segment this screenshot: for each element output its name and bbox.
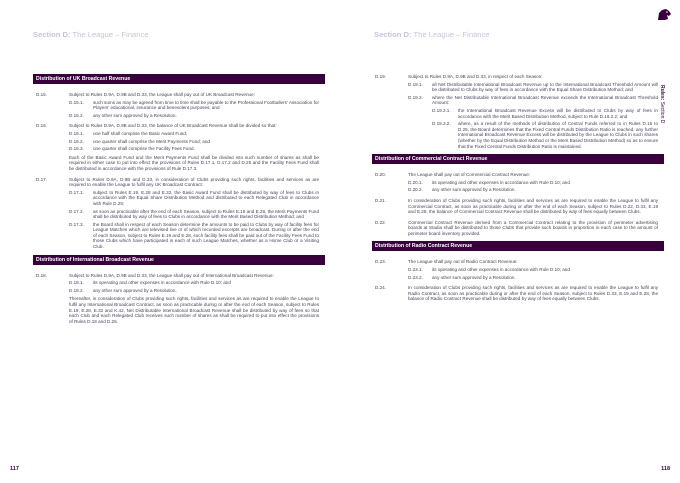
rule-d15: D.15. Subject to Rules D.9A, D.9B and D.33, the League shall pay out of UK Broadcast Revenue: D.15.1. such sums as may be agreed from time to time shall be payable to the Professional Footballers' Association for Players' educational, insurance and benevolent purposes; and D.15.2. any other sum approved by a Resolution. [36,92,319,118]
page-number-left: 117 [10,466,19,472]
rule-d19: D.19. Subject to Rules D.9A, D.9B and D.33, in respect of each Season: D.19.1. all Net Distributable International Broadcast Revenue up to the International Broadcast Threshold Amount will be distributed to Clubs by way of fees in accordance with the Equal Share Distribution Method; and D.19.2. where the Net Distributable International Broadcast Revenue exceeds the International Broadcast Threshold Amount: D.19.2.1. the International Broadcast Revenue Excess will be distributed to Clubs by way of fees in accordance with the Merit Based Distribution Method, subject to Rule D.19.2.2; and D.19.2.2. where, as a result of the methods of distribution of Central Funds referred to in Rules D.15 to D.25, the Board determines that the Fixed Central Funds Distribution Ratio is reached, any further International Broadcast Revenue Excess will be distributed by the League to Clubs in such shares (whether by the Equal Distribution Method or the Merit Based Distribution Method) so as to ensure that the Fixed Central Funds Distribution Ratio is maintained. [375,74,658,149]
league-lion-logo-icon [656,8,672,21]
left-column [33,74,325,329]
right-column [372,74,664,307]
commercial-heading: Distribution of Commercial Contract Revenue [372,154,664,164]
radio-heading: Distribution of Radio Contract Revenue [372,241,664,251]
rule-d20: D.20. The League shall pay out of Commercial Contract Revenue: D.20.1. its operating and other expenses in accordance with Rule D.10; and D.20.2. any other sum approved by a Resolution. [375,172,570,193]
intl-broadcast-heading: Distribution of International Broadcast Revenue [33,255,325,265]
page-number-right: 118 [661,466,670,472]
uk-broadcast-heading: Distribution of UK Broadcast Revenue [33,74,325,84]
right-section-header: Section D: The League – Finance [374,30,490,39]
rule-d18: D.18. Subject to Rules D.9A, D.9B and D.33, the League shall pay out of International Broadcast Revenue: D.18.1. its operating and other expenses in accordance with Rule D.10; and D.18.2. any other sum approved by a Resolution. Thereafter, in consideration of Clubs providing such rights, facilities and services as are required to enable the League to fulfil any International Broadcast Contract, as soon as practicable during or after the end of each Season, subject to Rules E.19, E.28, E.32 and K.42, Net Distributable International Broadcast Revenue shall be distributed by way of fees so that each Club and each Relegated Club receives such number of shares as shall be required to put into effect the provisions of Rules D.19 and D.25. [36,272,319,324]
rule-d16: D.16. Subject to Rules D.9A, D.9B and D.33, the balance of UK Broadcast Revenue shall be divided so that: D.16.1. one half shall comprise the Basic Award Fund; D.16.2. one quarter shall comprise the Merit Payments Fund; and D.16.3. one quarter shall comprise the Facility Fees Fund. Each of the Basic Award Fund and the Merit Payments Fund shall be divided into such number of shares as shall be required in either case to put into effect the provisions of Rules D.17.1, D.17.2 and D.25 and the Facility Fees Fund shall be distributed in accordance with the provisions of Rule D.17.3. [36,123,319,171]
side-tab: Rules: Section D [659,85,665,124]
rule-d23: D.23. The League shall pay out of Radio Contract Revenue: D.23.1. its operating and other expenses in accordance with Rule D.10; and D.23.2. any other sum approved by a Resolution. [375,259,570,280]
rule-d24: D.24. In consideration of Clubs providing such rights, facilities and services as are required to enable the League to fulfil any Radio Contract, as soon as practicable during or after the end of each Season, subject to Rules D.33, E.19 and E.28, the balance of Radio Contract Revenue shall be distributed by way of fees equally between Clubs. [375,285,658,302]
left-section-header: Section D: The League – Finance [33,30,149,39]
rule-d21: D.21. In consideration of Clubs providing such rights, facilities and services as are required to enable the League to fulfil any Commercial Contract, as soon as practicable during or after the end of each Season, subject to Rules D.22, D.33, E.19 and E.28, the balance of Commercial Contract Revenue shall be distributed by way of fees equally between Clubs. [375,197,658,215]
rule-d17: D.17. Subject to Rules D.9A, D.9B and D.33, in consideration of Clubs providing such rights, facilities and services as are required to enable the League to fulfil any UK Broadcast Contract: D.17.1. subject to Rules E.19, E.28 and E.32, the Basic Award Fund shall be distributed by way of fees to Clubs in accordance with the Equal Share Distribution Method and distributed to each Relegated Club in accordance with Rule D.25; D.17.2. as soon as practicable after the end of each Season, subject to Rules E.19 and E.28, the Merit Payments Fund shall be distributed by way of fees to Clubs in accordance with the Merit Based Distribution Method; and D.17.3. the Board shall in respect of each Season determine the amounts to be paid to Clubs by way of facility fees for League Matches which are televised live or of which recorded excerpts are broadcast. During or after the end of each Season, subject to Rules E.19 and E.28, such facility fees shall be paid out of the Facility Fees Fund to those Clubs which have participated in each of such League Matches, whether as a Home Club or a Visiting Club. [36,176,319,250]
rule-d22: D.22. Commercial Contract Revenue derived from a Commercial Contract relating to the provision of perimeter advertising boards at Stadia shall be distributed to those Clubs that provide such boards in proportion in each case to the amount of perimeter board inventory provided. [375,219,658,236]
